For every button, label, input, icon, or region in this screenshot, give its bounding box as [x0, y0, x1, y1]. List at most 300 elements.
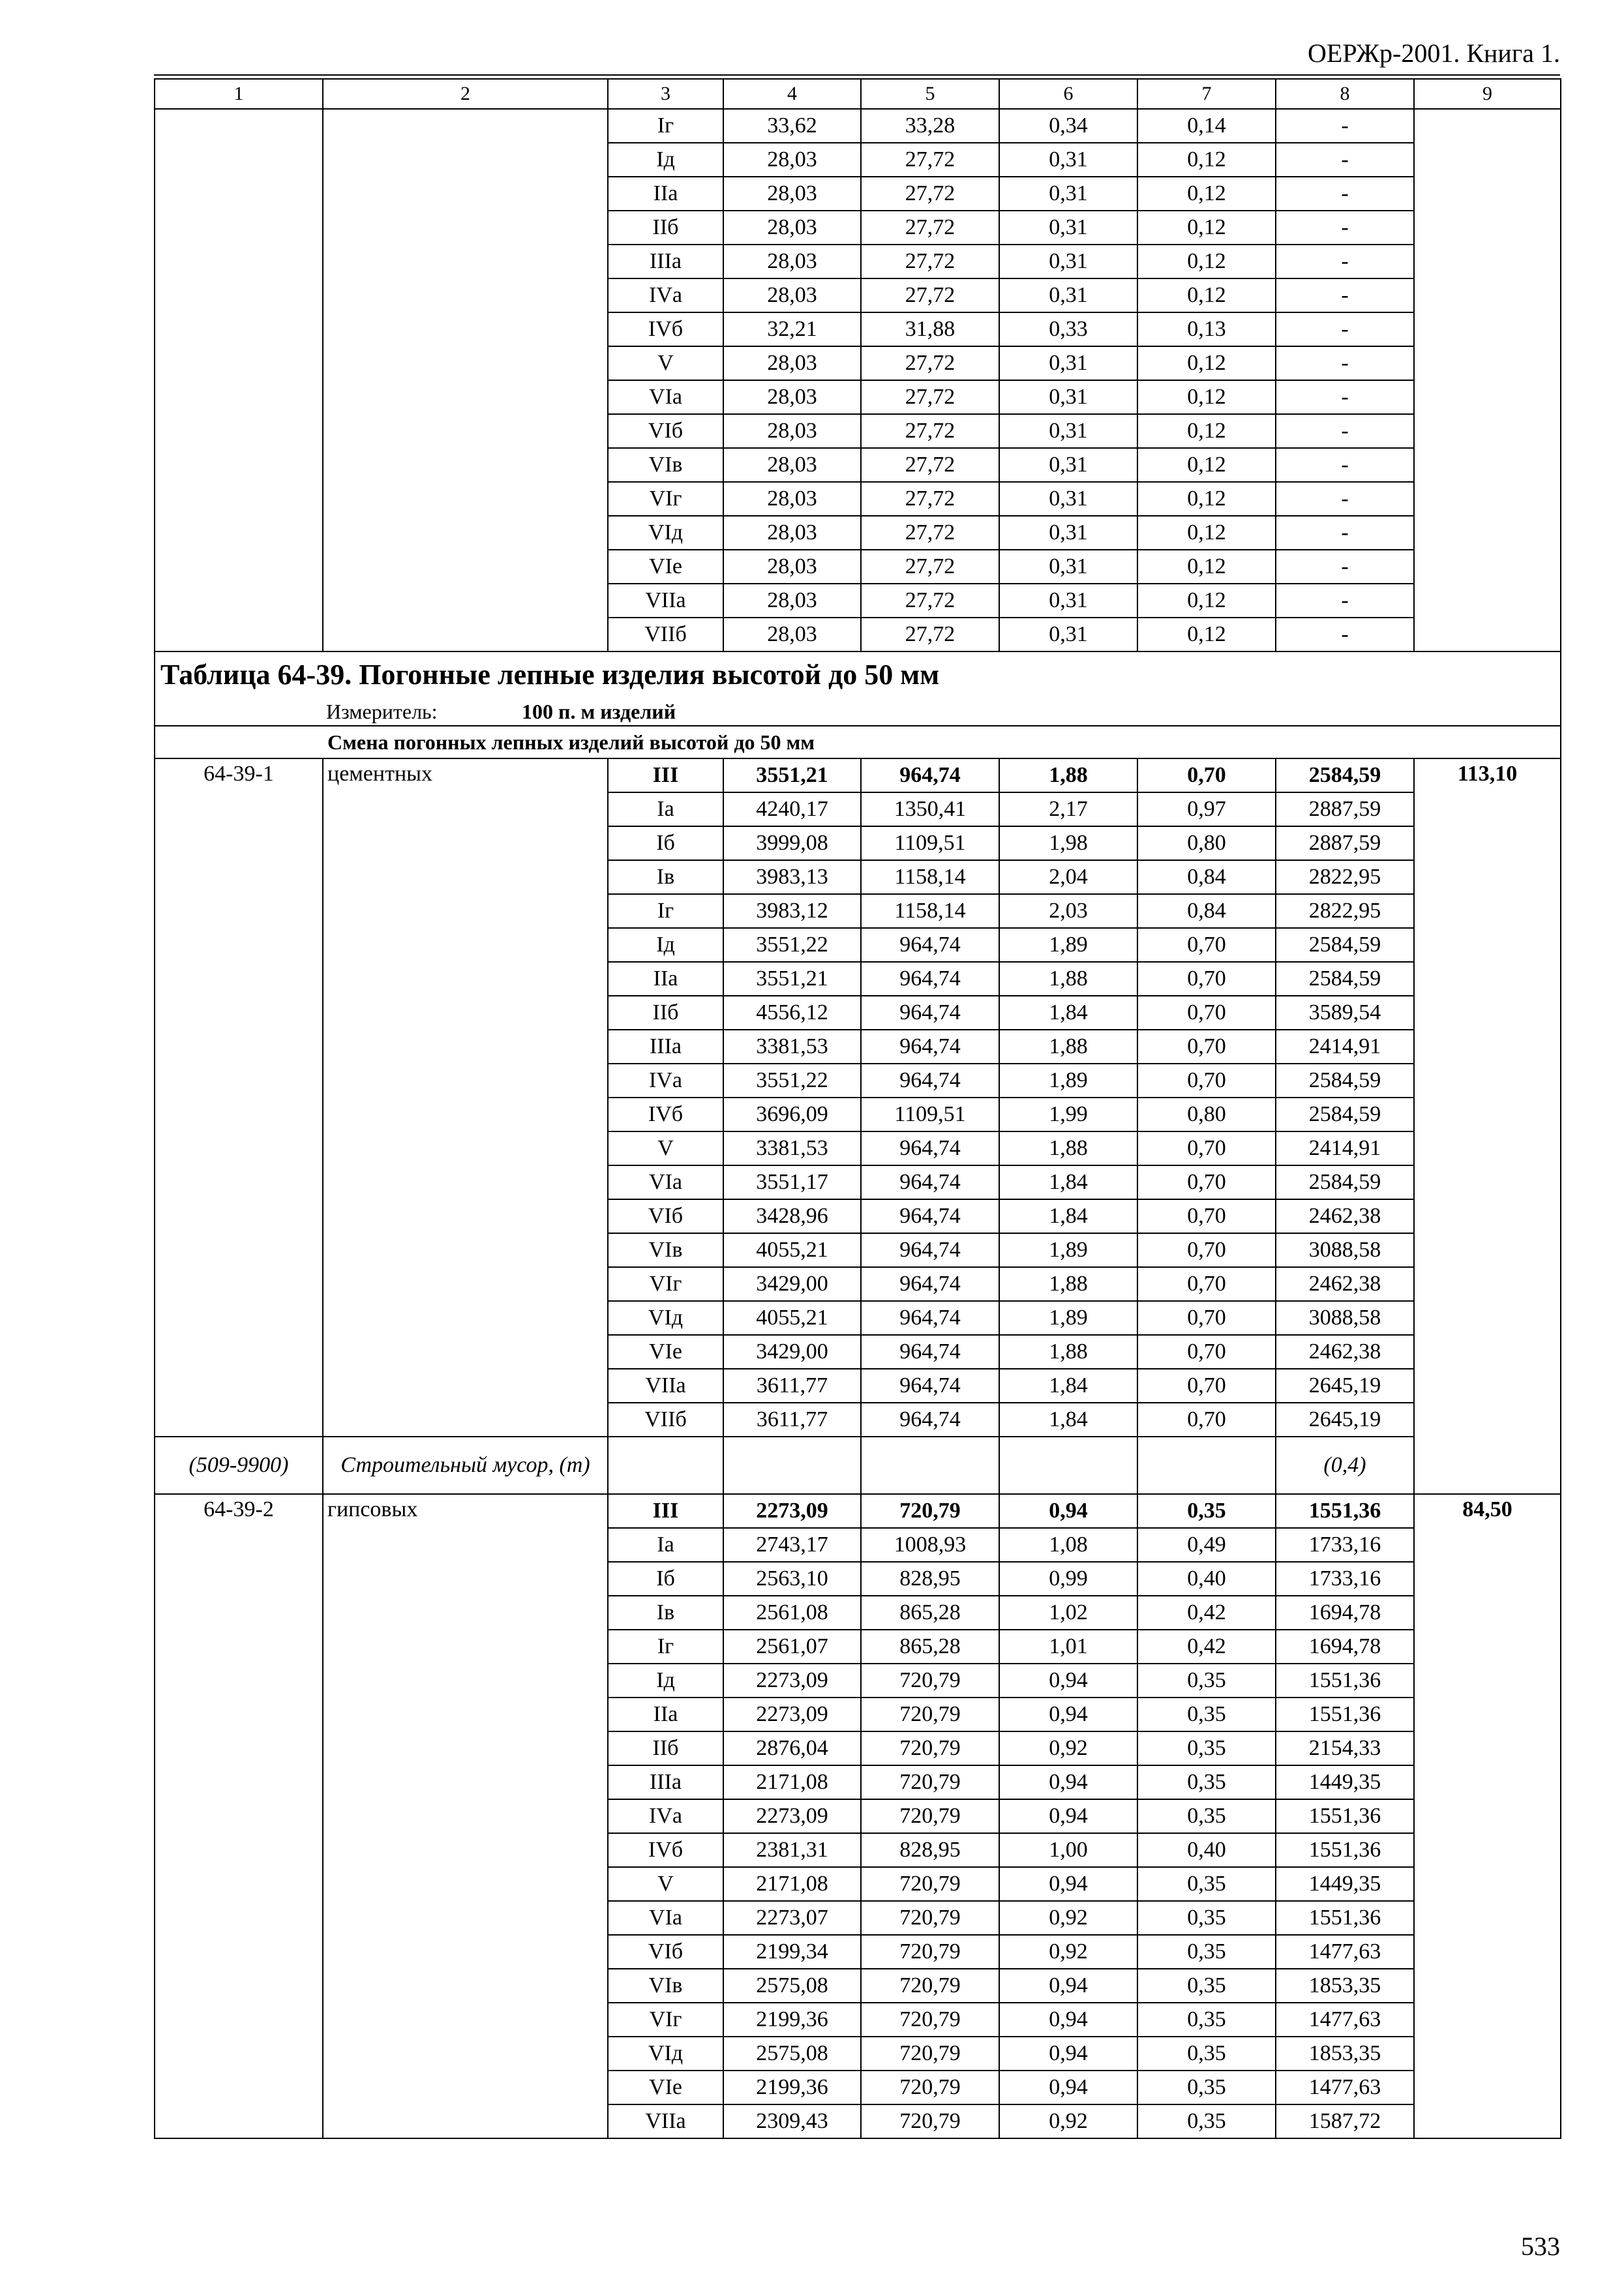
- value-cell: 3428,96: [723, 1199, 861, 1233]
- debris-name: Строительный мусор, (т): [323, 1437, 608, 1494]
- value-cell: 0,35: [1137, 2003, 1276, 2037]
- class-cell: IIб: [608, 211, 723, 245]
- value-cell: 1158,14: [861, 894, 999, 928]
- value-cell: 2273,09: [723, 1664, 861, 1698]
- value-cell: 2822,95: [1276, 894, 1414, 928]
- value-cell: -: [1276, 211, 1414, 245]
- value-cell: 3551,22: [723, 928, 861, 962]
- value-cell: 0,12: [1137, 516, 1276, 550]
- section-title-row: [155, 726, 1561, 758]
- value-cell: 0,12: [1137, 177, 1276, 211]
- value-cell: 720,79: [861, 2003, 999, 2037]
- class-cell: Iб: [608, 1562, 723, 1596]
- value-cell: 0,49: [1137, 1528, 1276, 1562]
- value-cell: -: [1276, 482, 1414, 516]
- value-cell: 0,31: [999, 584, 1137, 618]
- value-cell: 0,97: [1137, 792, 1276, 826]
- value-cell: 964,74: [861, 928, 999, 962]
- value-cell: 0,70: [1137, 962, 1276, 996]
- value-cell: 0,70: [1137, 1199, 1276, 1233]
- name-cell: [323, 109, 608, 651]
- value-cell: 28,03: [723, 516, 861, 550]
- value-cell: 1,89: [999, 928, 1137, 962]
- col9-cell: 84,50: [1414, 1494, 1561, 2138]
- class-cell: IIб: [608, 1731, 723, 1765]
- class-cell: IIIа: [608, 1765, 723, 1799]
- class-cell: IIа: [608, 1698, 723, 1731]
- value-cell: 0,34: [999, 109, 1137, 143]
- value-cell: 2462,38: [1276, 1335, 1414, 1369]
- value-cell: 720,79: [861, 1664, 999, 1698]
- column-number: 6: [999, 79, 1137, 109]
- value-cell: 0,70: [1137, 1267, 1276, 1301]
- value-cell: 0,35: [1137, 1935, 1276, 1969]
- value-cell: 1551,36: [1276, 1833, 1414, 1867]
- empty-cell: [608, 1437, 723, 1494]
- value-cell: 0,35: [1137, 1731, 1276, 1765]
- value-cell: 27,72: [861, 278, 999, 312]
- class-cell: VIе: [608, 2071, 723, 2104]
- value-cell: 3999,08: [723, 826, 861, 860]
- value-cell: 964,74: [861, 1064, 999, 1098]
- value-cell: 1587,72: [1276, 2104, 1414, 2138]
- value-cell: -: [1276, 245, 1414, 278]
- value-cell: 1853,35: [1276, 2037, 1414, 2071]
- value-cell: 1,84: [999, 996, 1137, 1030]
- class-cell: IVб: [608, 312, 723, 346]
- value-cell: 3551,21: [723, 758, 861, 792]
- table-row: [155, 758, 1561, 792]
- value-cell: 964,74: [861, 1199, 999, 1233]
- value-cell: 0,13: [1137, 312, 1276, 346]
- debris-row: [155, 1437, 1561, 1494]
- value-cell: 3611,77: [723, 1403, 861, 1437]
- value-cell: 0,70: [1137, 996, 1276, 1030]
- value-cell: 1477,63: [1276, 2071, 1414, 2104]
- class-cell: III: [608, 1494, 723, 1528]
- value-cell: 0,31: [999, 211, 1137, 245]
- value-cell: 3589,54: [1276, 996, 1414, 1030]
- value-cell: 964,74: [861, 1301, 999, 1335]
- class-cell: VIIа: [608, 584, 723, 618]
- class-cell: IVа: [608, 1064, 723, 1098]
- value-cell: 0,70: [1137, 1335, 1276, 1369]
- value-cell: 2462,38: [1276, 1267, 1414, 1301]
- meter-cell: [155, 698, 1561, 726]
- value-cell: 0,14: [1137, 109, 1276, 143]
- column-number: 7: [1137, 79, 1276, 109]
- value-cell: 1449,35: [1276, 1867, 1414, 1901]
- value-cell: 865,28: [861, 1630, 999, 1664]
- value-cell: 1,89: [999, 1301, 1137, 1335]
- table-row: [155, 1494, 1561, 1528]
- class-cell: Iб: [608, 826, 723, 860]
- value-cell: 1,88: [999, 962, 1137, 996]
- value-cell: 0,94: [999, 1765, 1137, 1799]
- value-cell: -: [1276, 312, 1414, 346]
- value-cell: 2414,91: [1276, 1131, 1414, 1165]
- value-cell: 1008,93: [861, 1528, 999, 1562]
- value-cell: 1551,36: [1276, 1698, 1414, 1731]
- value-cell: 1,08: [999, 1528, 1137, 1562]
- value-cell: 0,94: [999, 1698, 1137, 1731]
- class-cell: VIб: [608, 1935, 723, 1969]
- value-cell: 1,99: [999, 1098, 1137, 1131]
- class-cell: VIд: [608, 1301, 723, 1335]
- value-cell: 0,35: [1137, 1969, 1276, 2003]
- value-cell: 0,12: [1137, 278, 1276, 312]
- value-cell: 1551,36: [1276, 1494, 1414, 1528]
- value-cell: 1,88: [999, 1335, 1137, 1369]
- value-cell: 1,88: [999, 758, 1137, 792]
- value-cell: 27,72: [861, 211, 999, 245]
- value-cell: 0,70: [1137, 1301, 1276, 1335]
- value-cell: 2876,04: [723, 1731, 861, 1765]
- class-cell: IVа: [608, 1799, 723, 1833]
- value-cell: 1477,63: [1276, 2003, 1414, 2037]
- value-cell: 0,31: [999, 482, 1137, 516]
- page-header-title: ОЕРЖр-2001. Книга 1.: [1308, 38, 1560, 68]
- value-cell: 964,74: [861, 1403, 999, 1437]
- value-cell: 0,31: [999, 380, 1137, 414]
- value-cell: -: [1276, 109, 1414, 143]
- class-cell: IIб: [608, 996, 723, 1030]
- value-cell: 2575,08: [723, 2037, 861, 2071]
- value-cell: 0,35: [1137, 1901, 1276, 1935]
- value-cell: 720,79: [861, 1731, 999, 1765]
- value-cell: 27,72: [861, 245, 999, 278]
- value-cell: 0,84: [1137, 894, 1276, 928]
- value-cell: -: [1276, 414, 1414, 448]
- value-cell: 0,31: [999, 177, 1137, 211]
- value-cell: 0,94: [999, 1799, 1137, 1833]
- value-cell: -: [1276, 516, 1414, 550]
- class-cell: VIа: [608, 1165, 723, 1199]
- value-cell: 2561,07: [723, 1630, 861, 1664]
- value-cell: 0,94: [999, 1969, 1137, 2003]
- value-cell: 28,03: [723, 245, 861, 278]
- value-cell: 0,70: [1137, 758, 1276, 792]
- value-cell: -: [1276, 278, 1414, 312]
- debris-value: (0,4): [1276, 1437, 1414, 1494]
- value-cell: 0,35: [1137, 1799, 1276, 1833]
- value-cell: 0,35: [1137, 1698, 1276, 1731]
- value-cell: 3088,58: [1276, 1301, 1414, 1335]
- table-title: Таблица 64-39. Погонные лепные изделия высотой до 50 мм: [155, 651, 1561, 698]
- value-cell: 27,72: [861, 482, 999, 516]
- value-cell: 2199,34: [723, 1935, 861, 1969]
- value-cell: 2,04: [999, 860, 1137, 894]
- value-cell: 2561,08: [723, 1596, 861, 1630]
- value-cell: 1733,16: [1276, 1562, 1414, 1596]
- class-cell: IVб: [608, 1833, 723, 1867]
- value-cell: 2,17: [999, 792, 1137, 826]
- class-cell: IIIа: [608, 245, 723, 278]
- value-cell: 964,74: [861, 996, 999, 1030]
- class-cell: IIа: [608, 962, 723, 996]
- value-cell: 0,42: [1137, 1596, 1276, 1630]
- value-cell: 0,70: [1137, 928, 1276, 962]
- value-cell: 720,79: [861, 1698, 999, 1731]
- value-cell: 828,95: [861, 1562, 999, 1596]
- value-cell: 828,95: [861, 1833, 999, 1867]
- value-cell: 0,31: [999, 143, 1137, 177]
- value-cell: 27,72: [861, 618, 999, 651]
- value-cell: 32,21: [723, 312, 861, 346]
- column-number: 2: [323, 79, 608, 109]
- table-row: [155, 109, 1561, 143]
- value-cell: 0,80: [1137, 1098, 1276, 1131]
- value-cell: 0,70: [1137, 1403, 1276, 1437]
- value-cell: 0,31: [999, 414, 1137, 448]
- value-cell: 0,12: [1137, 414, 1276, 448]
- class-cell: VIе: [608, 550, 723, 584]
- class-cell: IVб: [608, 1098, 723, 1131]
- value-cell: 0,31: [999, 550, 1137, 584]
- value-cell: 1,84: [999, 1403, 1137, 1437]
- value-cell: 0,31: [999, 448, 1137, 482]
- value-cell: 4055,21: [723, 1233, 861, 1267]
- rates-table: [154, 78, 1561, 2139]
- value-cell: 2645,19: [1276, 1369, 1414, 1403]
- value-cell: 0,35: [1137, 2037, 1276, 2071]
- value-cell: 1733,16: [1276, 1528, 1414, 1562]
- value-cell: 1,89: [999, 1064, 1137, 1098]
- value-cell: 1109,51: [861, 826, 999, 860]
- value-cell: -: [1276, 448, 1414, 482]
- value-cell: 27,72: [861, 550, 999, 584]
- column-number-row: [155, 79, 1561, 109]
- value-cell: 3381,53: [723, 1131, 861, 1165]
- class-cell: VIе: [608, 1335, 723, 1369]
- table-title-row: [155, 651, 1561, 698]
- value-cell: 2273,07: [723, 1901, 861, 1935]
- value-cell: 964,74: [861, 1131, 999, 1165]
- column-number: 4: [723, 79, 861, 109]
- value-cell: 1,88: [999, 1030, 1137, 1064]
- value-cell: 0,94: [999, 1494, 1137, 1528]
- value-cell: 0,12: [1137, 143, 1276, 177]
- item-code: 64-39-1: [155, 758, 323, 1437]
- class-cell: VIг: [608, 2003, 723, 2037]
- value-cell: 3551,21: [723, 962, 861, 996]
- value-cell: 720,79: [861, 1935, 999, 1969]
- value-cell: 27,72: [861, 346, 999, 380]
- value-cell: -: [1276, 618, 1414, 651]
- value-cell: 1694,78: [1276, 1596, 1414, 1630]
- value-cell: 27,72: [861, 177, 999, 211]
- value-cell: 28,03: [723, 380, 861, 414]
- value-cell: 2414,91: [1276, 1030, 1414, 1064]
- value-cell: 3429,00: [723, 1267, 861, 1301]
- value-cell: 27,72: [861, 414, 999, 448]
- value-cell: 1,01: [999, 1630, 1137, 1664]
- value-cell: 1694,78: [1276, 1630, 1414, 1664]
- value-cell: 0,35: [1137, 1494, 1276, 1528]
- class-cell: VIб: [608, 414, 723, 448]
- class-cell: VIд: [608, 2037, 723, 2071]
- value-cell: 28,03: [723, 278, 861, 312]
- value-cell: 3088,58: [1276, 1233, 1414, 1267]
- class-cell: Iа: [608, 1528, 723, 1562]
- rates-table-body: [155, 79, 1561, 2138]
- item-code: 64-39-2: [155, 1494, 323, 2138]
- value-cell: 1,84: [999, 1369, 1137, 1403]
- value-cell: -: [1276, 584, 1414, 618]
- empty-cell: [1137, 1437, 1276, 1494]
- value-cell: 27,72: [861, 143, 999, 177]
- value-cell: 720,79: [861, 1494, 999, 1528]
- value-cell: 0,40: [1137, 1562, 1276, 1596]
- col9-cell: [1414, 109, 1561, 651]
- section-title: Смена погонных лепных изделий высотой до 50 мм: [155, 726, 1561, 758]
- class-cell: VIIб: [608, 1403, 723, 1437]
- value-cell: 0,94: [999, 1664, 1137, 1698]
- value-cell: 0,99: [999, 1562, 1137, 1596]
- value-cell: 0,92: [999, 1731, 1137, 1765]
- value-cell: 0,35: [1137, 1867, 1276, 1901]
- value-cell: 2381,31: [723, 1833, 861, 1867]
- value-cell: 27,72: [861, 516, 999, 550]
- class-cell: VIа: [608, 380, 723, 414]
- debris-code: (509-9900): [155, 1437, 323, 1494]
- value-cell: 0,94: [999, 2003, 1137, 2037]
- value-cell: -: [1276, 143, 1414, 177]
- value-cell: 28,03: [723, 143, 861, 177]
- class-cell: Iг: [608, 1630, 723, 1664]
- value-cell: 2575,08: [723, 1969, 861, 2003]
- value-cell: 0,12: [1137, 618, 1276, 651]
- value-cell: 2887,59: [1276, 792, 1414, 826]
- meter-value: 100 п. м изделий: [522, 700, 676, 723]
- class-cell: VIIа: [608, 2104, 723, 2138]
- value-cell: 3611,77: [723, 1369, 861, 1403]
- value-cell: 28,03: [723, 584, 861, 618]
- class-cell: III: [608, 758, 723, 792]
- value-cell: 3551,17: [723, 1165, 861, 1199]
- item-name: цементных: [323, 758, 608, 1437]
- value-cell: 28,03: [723, 211, 861, 245]
- value-cell: 0,12: [1137, 550, 1276, 584]
- class-cell: Iд: [608, 928, 723, 962]
- value-cell: 1109,51: [861, 1098, 999, 1131]
- value-cell: 1,88: [999, 1131, 1137, 1165]
- value-cell: 0,84: [1137, 860, 1276, 894]
- class-cell: VIIб: [608, 618, 723, 651]
- value-cell: 3983,13: [723, 860, 861, 894]
- class-cell: Iа: [608, 792, 723, 826]
- value-cell: 2822,95: [1276, 860, 1414, 894]
- class-cell: VIд: [608, 516, 723, 550]
- class-cell: V: [608, 1131, 723, 1165]
- value-cell: 28,03: [723, 618, 861, 651]
- value-cell: -: [1276, 346, 1414, 380]
- value-cell: 2273,09: [723, 1698, 861, 1731]
- value-cell: 964,74: [861, 1335, 999, 1369]
- class-cell: Iг: [608, 109, 723, 143]
- value-cell: 0,35: [1137, 2104, 1276, 2138]
- value-cell: 3551,22: [723, 1064, 861, 1098]
- class-cell: IIа: [608, 177, 723, 211]
- item-name: гипсовых: [323, 1494, 608, 2138]
- value-cell: 2171,08: [723, 1765, 861, 1799]
- value-cell: 720,79: [861, 2037, 999, 2071]
- class-cell: V: [608, 346, 723, 380]
- value-cell: 28,03: [723, 550, 861, 584]
- value-cell: 2154,33: [1276, 1731, 1414, 1765]
- value-cell: 2584,59: [1276, 1098, 1414, 1131]
- value-cell: 1158,14: [861, 860, 999, 894]
- value-cell: 1,88: [999, 1267, 1137, 1301]
- value-cell: 0,12: [1137, 584, 1276, 618]
- value-cell: 2309,43: [723, 2104, 861, 2138]
- value-cell: 1,84: [999, 1199, 1137, 1233]
- class-cell: IVа: [608, 278, 723, 312]
- value-cell: 3696,09: [723, 1098, 861, 1131]
- value-cell: 2273,09: [723, 1799, 861, 1833]
- value-cell: 2584,59: [1276, 928, 1414, 962]
- value-cell: 2645,19: [1276, 1403, 1414, 1437]
- value-cell: 27,72: [861, 584, 999, 618]
- value-cell: 1,98: [999, 826, 1137, 860]
- value-cell: 1853,35: [1276, 1969, 1414, 2003]
- value-cell: 1551,36: [1276, 1901, 1414, 1935]
- class-cell: VIг: [608, 1267, 723, 1301]
- value-cell: 28,03: [723, 414, 861, 448]
- value-cell: 33,28: [861, 109, 999, 143]
- value-cell: 0,70: [1137, 1369, 1276, 1403]
- value-cell: 0,94: [999, 1867, 1137, 1901]
- value-cell: 27,72: [861, 380, 999, 414]
- value-cell: 28,03: [723, 177, 861, 211]
- value-cell: 2887,59: [1276, 826, 1414, 860]
- meter-row: [155, 698, 1561, 726]
- value-cell: 2584,59: [1276, 758, 1414, 792]
- value-cell: 4240,17: [723, 792, 861, 826]
- code-cell: [155, 109, 323, 651]
- value-cell: 33,62: [723, 109, 861, 143]
- value-cell: 2584,59: [1276, 962, 1414, 996]
- value-cell: 0,12: [1137, 245, 1276, 278]
- class-cell: VIIа: [608, 1369, 723, 1403]
- value-cell: 0,35: [1137, 2071, 1276, 2104]
- value-cell: 1,89: [999, 1233, 1137, 1267]
- value-cell: 1551,36: [1276, 1664, 1414, 1698]
- value-cell: 0,33: [999, 312, 1137, 346]
- value-cell: 2563,10: [723, 1562, 861, 1596]
- value-cell: 720,79: [861, 1765, 999, 1799]
- value-cell: 964,74: [861, 1369, 999, 1403]
- class-cell: VIб: [608, 1199, 723, 1233]
- value-cell: 0,31: [999, 245, 1137, 278]
- value-cell: 0,70: [1137, 1233, 1276, 1267]
- value-cell: 0,12: [1137, 346, 1276, 380]
- value-cell: 2584,59: [1276, 1165, 1414, 1199]
- value-cell: 0,12: [1137, 211, 1276, 245]
- value-cell: 0,31: [999, 618, 1137, 651]
- value-cell: 2273,09: [723, 1494, 861, 1528]
- column-number: 5: [861, 79, 999, 109]
- value-cell: 2199,36: [723, 2071, 861, 2104]
- value-cell: 0,12: [1137, 482, 1276, 516]
- column-number: 8: [1276, 79, 1414, 109]
- value-cell: 720,79: [861, 1969, 999, 2003]
- value-cell: 0,42: [1137, 1630, 1276, 1664]
- value-cell: 0,31: [999, 516, 1137, 550]
- value-cell: 0,12: [1137, 448, 1276, 482]
- value-cell: 964,74: [861, 1233, 999, 1267]
- value-cell: 720,79: [861, 2104, 999, 2138]
